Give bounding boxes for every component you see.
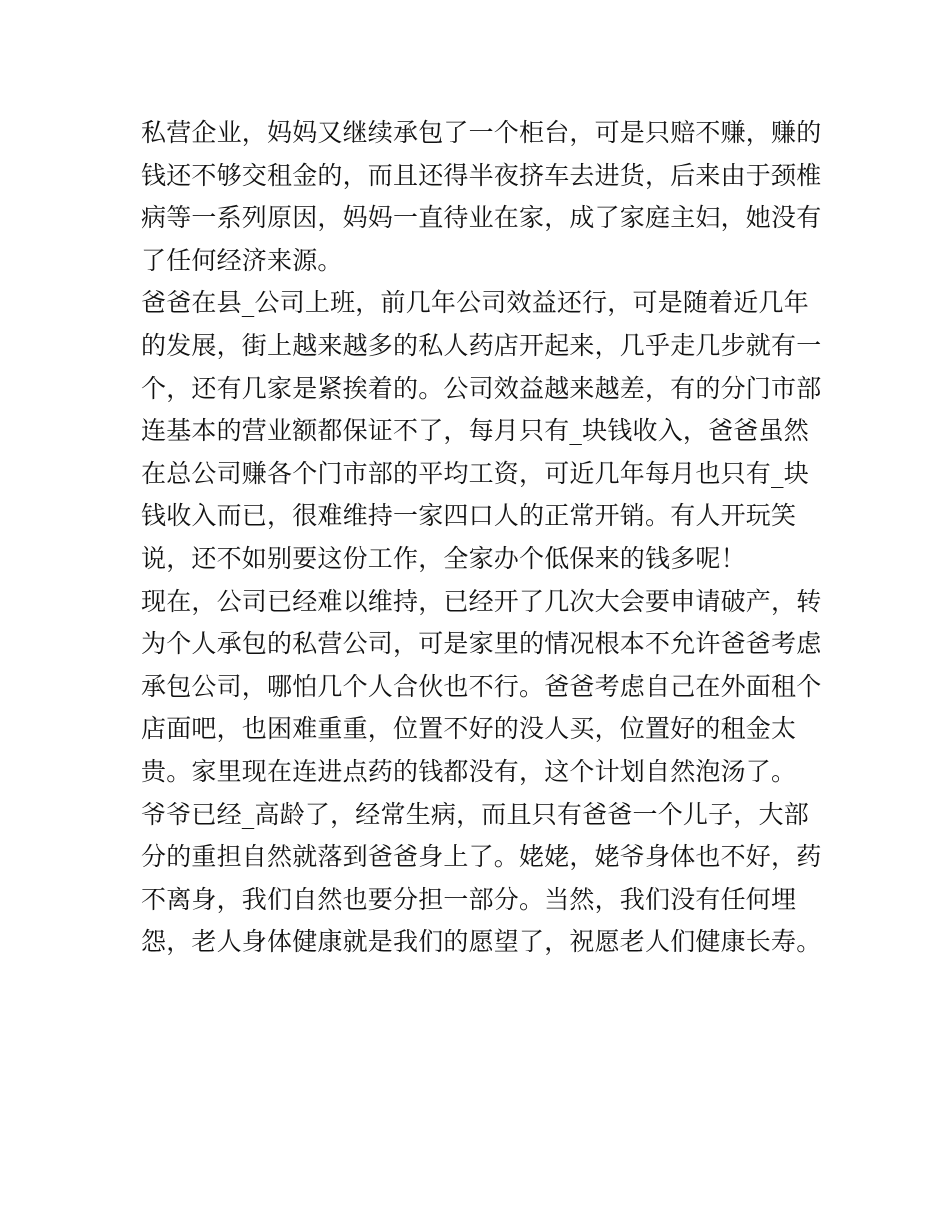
text-line: 钱还不够交租金的，而且还得半夜挤车去进货，后来由于颈椎 bbox=[141, 160, 822, 190]
paragraph-company-bankruptcy bbox=[141, 581, 821, 794]
text-line: 钱收入而已，很难维持一家四口人的正常开销。有人开玩笑 bbox=[141, 501, 797, 531]
text-line: 的发展，街上越来越多的私人药店开起来，几乎走几步就有一 bbox=[141, 330, 822, 360]
text-line: 怨，老人身体健康就是我们的愿望了，祝愿老人们健康长寿。 bbox=[141, 927, 822, 957]
document-body bbox=[141, 112, 821, 964]
text-line: 了任何经济来源。 bbox=[141, 245, 343, 275]
text-line: 店面吧，也困难重重，位置不好的没人买，位置好的租金太 bbox=[141, 714, 797, 744]
text-line: 承包公司，哪怕几个人合伙也不行。爸爸考虑自己在外面租个 bbox=[141, 671, 822, 701]
text-line: 连基本的营业额都保证不了，每月只有_块钱收入，爸爸虽然 bbox=[141, 416, 809, 446]
paragraph-elders-health bbox=[141, 794, 821, 964]
paragraph-mother-work bbox=[141, 112, 821, 282]
text-line: 私营企业，妈妈又继续承包了一个柜台，可是只赔不赚，赚的 bbox=[141, 118, 822, 147]
text-line: 分的重担自然就落到爸爸身上了。姥姥，姥爷身体也不好，药 bbox=[141, 842, 822, 872]
text-line: 为个人承包的私营公司，可是家里的情况根本不允许爸爸考虑 bbox=[141, 629, 822, 659]
text-line: 现在，公司已经难以维持，已经开了几次大会要申请破产，转 bbox=[141, 586, 822, 616]
text-line: 贵。家里现在连进点药的钱都没有，这个计划自然泡汤了。 bbox=[141, 756, 797, 786]
text-line: 个，还有几家是紧挨着的。公司效益越来越差，有的分门市部 bbox=[141, 373, 822, 403]
text-line: 不离身，我们自然也要分担一部分。当然，我们没有任何埋 bbox=[141, 884, 797, 914]
text-line: 病等一系列原因，妈妈一直待业在家，成了家庭主妇，她没有 bbox=[141, 203, 822, 233]
text-line: 爸爸在县_公司上班，前几年公司效益还行，可是随着近几年 bbox=[141, 288, 809, 318]
text-line: 在总公司赚各个门市部的平均工资，可近几年每月也只有_块 bbox=[141, 458, 809, 488]
text-line: 爷爷已经_高龄了，经常生病，而且只有爸爸一个儿子，大部 bbox=[141, 799, 809, 829]
paragraph-father-company bbox=[141, 282, 821, 580]
text-line: 说，还不如别要这份工作，全家办个低保来的钱多呢！ bbox=[141, 543, 746, 573]
